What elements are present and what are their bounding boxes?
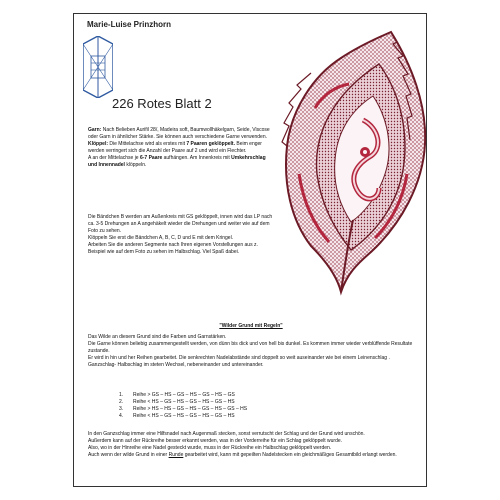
kloeppel-bold: 7 Paaren geklöppelt. <box>186 141 235 147</box>
a-text-3: klöppeln. <box>126 162 147 168</box>
block3-p4: Ganzschlag- Halbschlag im steten Wechsel, nebeneinander und untereinander. <box>88 362 264 368</box>
garn-text: Nach Belieben Aurifil 28/, Madeira soft, Baumwollhäkelgarn, Seide, Viscose oder Garn in ähnlicher Stärke. Sie können auch verschiedene Garne verwenden. <box>88 127 270 140</box>
block4-p2: Außerdem kann auf der Rückreihe besser erkannt werden, was in der Vorderreihe für ein Schlag geklöppelt wurde. <box>88 438 343 444</box>
kloeppel-label: Klöppel: <box>88 141 108 147</box>
row-text: Reihe < HS – GS – HS – GS – HS – GS – HS <box>133 399 235 405</box>
row-text: Reihe > GS – HS – GS – HS – GS – HS – GS <box>133 392 235 398</box>
block2-line-3: Arbeiten Sie die anderen Segmente nach Ihren eigenen Vorstellungen aus z. Beispiel wie auf dem Foto zu sehen im Halbschlag. Viel Spaß dabei. <box>88 242 258 255</box>
row-number: 3. <box>119 406 124 412</box>
block4-p4 <box>88 452 413 459</box>
kloeppel-text-1: Die Mittelachse wird als erstes mit <box>109 141 185 147</box>
instructions-block-4 <box>88 431 413 459</box>
block4-p4-underlined: Runde <box>168 452 184 458</box>
block4-p3: Also, wo in der Hinreihe eine Nadel gesteckt wurde, muss in der Rückreihe ein Halbschlag geklöppelt werden. <box>88 445 332 451</box>
kloeppel-text-2: Beim enger werden verringert sich die Anzahl der Paare auf 2 und wird ein Flechter. <box>88 141 262 154</box>
block3-p3: Er wird in hin und her Reihen gearbeitet. Die senkrechten Nadelabstände sind doppelt so weit auseinander wie bei einem Leinenschlag . <box>88 355 390 361</box>
row-list <box>119 392 247 420</box>
document-page <box>73 13 427 487</box>
block2-line-1: Die Bändchen B werden am Außenkreis mit GS geklöppelt, innen wird das LP nach ca. 3-5 Drehungen an A angehäkelt wieder die Drehungen und weiter wie auf dem Foto zu sehen. <box>88 214 273 234</box>
logo <box>83 36 113 98</box>
a-text-1: A an der Mittelachse je <box>88 155 139 161</box>
instructions-block-1 <box>88 127 273 169</box>
a-bold-1: 6-7 Paare <box>139 155 163 161</box>
list-item <box>119 392 247 399</box>
block4-p4-a: Auch wenn der wilde Grund in einer <box>88 452 168 458</box>
row-text: Reihe < HS – GS – HS – GS – HS – GS – HS <box>133 413 235 419</box>
block3-p1: Das Wilde an diesem Grund sind die Farben und Garnstärken. <box>88 334 227 340</box>
instructions-block-2 <box>88 214 273 256</box>
list-item <box>119 413 247 420</box>
garn-label: Garn: <box>88 127 102 133</box>
row-number: 4. <box>119 413 124 419</box>
row-text: Reihe > HS – HS – GS – HS – GS – HS – GS – HS <box>133 406 248 412</box>
instructions-block-3 <box>88 334 413 369</box>
a-bold-2: Umkehrschlag und Innennadel <box>88 155 266 168</box>
a-text-2: aufhängen. Am Innenkreis mit <box>163 155 230 161</box>
block2-line-2: Klöppeln Sie erst die Bändchen A, B, C, D und E mit dem Kringel. <box>88 235 234 241</box>
block4-p1: In den Ganzschlag immer eine Hilfsnadel nach Augenmaß stecken, sonst verrutscht der Schlag und der Grund wird unschön. <box>88 431 365 437</box>
list-item <box>119 399 247 406</box>
block3-p2: Die Garne können beliebig zusammengestellt werden, von dünn bis dick und von hell bis dunkel. Es kommen immer wieder verblüffende Resultate zustande. <box>88 341 413 354</box>
row-number: 2. <box>119 399 124 405</box>
block4-p4-b: gearbeitet wird, kann mit gepeilten Nadelstecken ein gleichmäßiges Gesamtbild erlangt werden. <box>184 452 397 458</box>
row-number: 1. <box>119 392 124 398</box>
author-name: Marie-Luise Prinzhorn <box>87 20 172 29</box>
page-title: 226 Rotes Blatt 2 <box>112 96 212 111</box>
lace-leaf-image <box>279 24 429 296</box>
list-item <box>119 406 247 413</box>
section-heading: "Wilder Grund mit Regeln" <box>219 323 283 329</box>
